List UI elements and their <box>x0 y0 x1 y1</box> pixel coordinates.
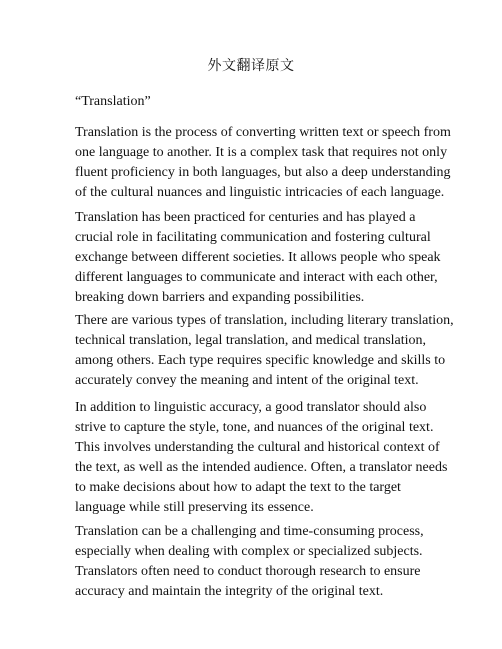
paragraph-line: accurately convey the meaning and intent of the original text. <box>75 373 419 388</box>
paragraph-4 <box>75 398 447 518</box>
paragraph-line: accuracy and maintain the integrity of the original text. <box>75 584 384 599</box>
paragraph-line: Translation has been practiced for centuries and has played a <box>75 210 416 225</box>
paragraph-line: This involves understanding the cultural and historical context of <box>75 440 440 455</box>
paragraph-2 <box>75 208 441 308</box>
document-title: 外文翻译原文 <box>207 59 295 74</box>
paragraph-1 <box>75 123 451 203</box>
paragraph-line: Translators often need to conduct thorough research to ensure <box>75 564 421 579</box>
paragraph-line: language while still preserving its essence. <box>75 500 314 515</box>
paragraph-line: among others. Each type requires specific knowledge and skills to <box>75 353 446 368</box>
paragraph-line: There are various types of translation, including literary translation, <box>75 313 454 328</box>
paragraph-line: to make decisions about how to adapt the text to the target <box>75 480 401 495</box>
paragraph-line: Translation can be a challenging and time-consuming process, <box>75 524 424 539</box>
paragraph-5 <box>75 522 424 602</box>
paragraph-line: technical translation, legal translation, and medical translation, <box>75 333 427 348</box>
paragraph-line: strive to capture the style, tone, and nuances of the original text. <box>75 420 434 435</box>
paragraph-line: breaking down barriers and expanding possibilities. <box>75 290 365 305</box>
paragraph-line: Translation is the process of converting written text or speech from <box>75 125 451 140</box>
paragraph-line: crucial role in facilitating communication and fostering cultural <box>75 230 431 245</box>
paragraph-line: In addition to linguistic accuracy, a good translator should also <box>75 400 427 415</box>
paragraph-line: of the cultural nuances and linguistic intricacies of each language. <box>75 185 445 200</box>
paragraph-line: different languages to communicate and interact with each other, <box>75 270 438 285</box>
document-subtitle: “Translation” <box>75 94 151 109</box>
paragraph-line: the text, as well as the intended audience. Often, a translator needs <box>75 460 448 475</box>
paragraph-3 <box>75 311 454 391</box>
paragraph-line: especially when dealing with complex or specialized subjects. <box>75 544 423 559</box>
paragraph-line: fluent proficiency in both languages, but also a deep understanding <box>75 165 451 180</box>
paragraph-line: one language to another. It is a complex task that requires not only <box>75 145 448 160</box>
paragraph-line: exchange between different societies. It allows people who speak <box>75 250 441 265</box>
